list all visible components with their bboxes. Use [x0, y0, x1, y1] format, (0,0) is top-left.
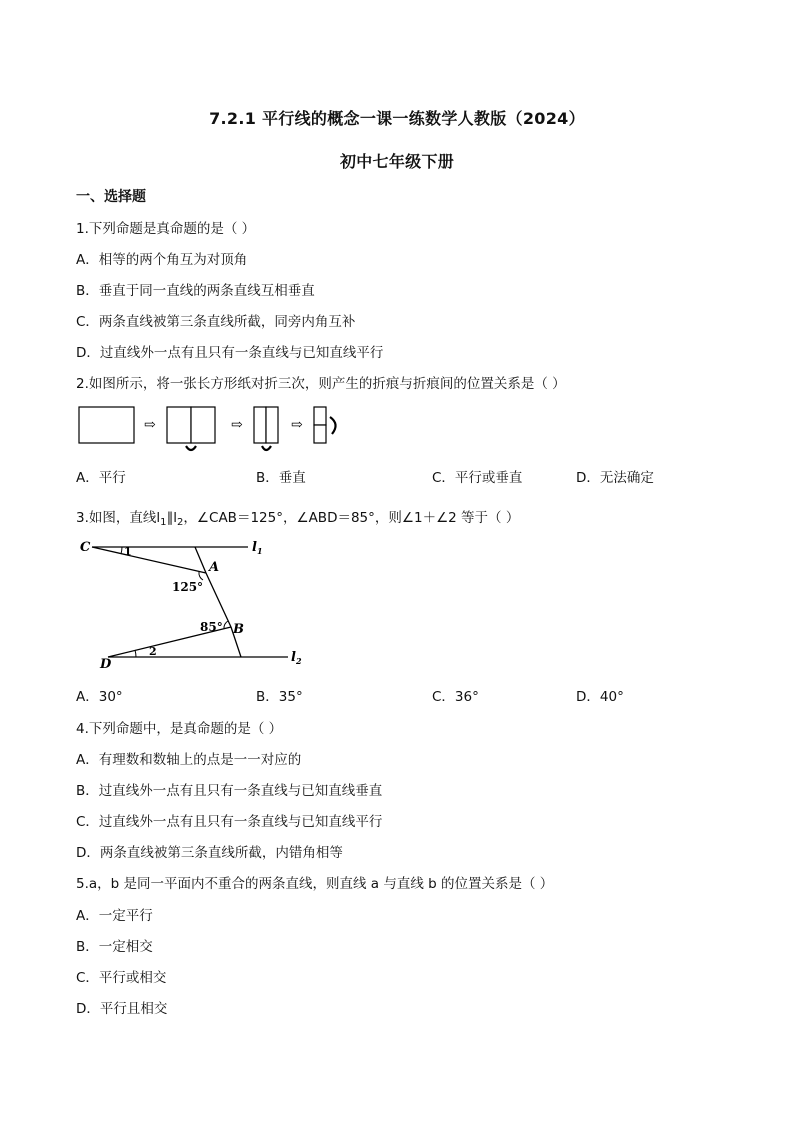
fold-arrow-3: ⇨: [291, 417, 303, 433]
question-1-option-c: C．两条直线被第三条直线所截，同旁内角互补: [76, 314, 356, 330]
question-4-option-d: D．两条直线被第三条直线所截，内错角相等: [76, 845, 343, 861]
question-5-option-c: C．平行或相交: [76, 970, 167, 986]
folded-half-right: [191, 407, 215, 443]
line-l1-figure-label: $l_1$: [252, 540, 263, 556]
document-title: 7.2.1 平行线的概念一课一练数学人教版（2024）: [209, 109, 585, 128]
parallel-lines-diagram: [78, 534, 318, 674]
point-c-label: C: [80, 540, 91, 555]
line-l1-subscript: 1: [160, 517, 167, 528]
question-4-option-a: A．有理数和数轴上的点是一一对应的: [76, 752, 302, 768]
folded-quarter-left: [254, 407, 266, 443]
point-d-label: D: [100, 657, 112, 672]
paper-rectangle: [79, 407, 134, 443]
question-3-option-a: A．30°: [76, 689, 123, 705]
line-l2-label: l: [173, 510, 178, 526]
question-4-stem: 4.下列命题中，是真命题的是（ ）: [76, 721, 283, 737]
point-b-label: B: [233, 622, 244, 637]
fold-arrow-2: ⇨: [231, 417, 243, 433]
question-3-option-d: D．40°: [576, 689, 624, 705]
parallel-lines-figure: [78, 534, 318, 674]
fold-curl-1: [186, 446, 196, 450]
segment-ab: [206, 573, 231, 627]
question-3-stem-prefix: 3.如图，直线: [76, 510, 157, 526]
question-2-option-b: B．垂直: [256, 470, 306, 486]
point-a-label: A: [209, 560, 220, 575]
question-4-option-b: B．过直线外一点有且只有一条直线与已知直线垂直: [76, 783, 383, 799]
fold-curl-2: [262, 446, 271, 450]
question-2-option-c: C．平行或垂直: [432, 470, 523, 486]
angle-cab-arc: [199, 572, 203, 580]
angle-2-label: 2: [149, 645, 157, 658]
angle-1-arc: [121, 547, 122, 554]
line-l2-figure-label: $l_2$: [291, 650, 302, 666]
paper-folding-diagram: [78, 402, 358, 458]
question-3-option-c: C．36°: [432, 689, 479, 705]
question-2-option-a: A．平行: [76, 470, 126, 486]
angle-85-label: 85°: [200, 620, 223, 634]
folded-half-left: [167, 407, 191, 443]
fold-arrow-1: ⇨: [144, 417, 156, 433]
question-3-option-b: B．35°: [256, 689, 303, 705]
question-1-option-a: A．相等的两个角互为对顶角: [76, 252, 248, 268]
folded-eighth-bottom: [314, 425, 326, 443]
question-3-stem: [76, 506, 519, 528]
question-5-option-d: D．平行且相交: [76, 1001, 168, 1017]
question-4-option-c: C．过直线外一点有且只有一条直线与已知直线平行: [76, 814, 383, 830]
segment-ca: [92, 547, 206, 573]
fold-curl-3: [330, 417, 336, 434]
question-5-option-b: B．一定相交: [76, 939, 153, 955]
line-l2-subscript: 2: [177, 517, 184, 528]
angle-125-label: 125°: [172, 580, 204, 594]
parallel-symbol: ∥: [166, 510, 174, 526]
transversal-top: [195, 547, 206, 573]
question-5-stem: 5.a，b 是同一平面内不重合的两条直线，则直线 a 与直线 b 的位置关系是（ ）: [76, 876, 554, 892]
question-3-stem-suffix: ，∠CAB＝125°，∠ABD＝85°，则∠1＋∠2 等于（ ）: [183, 510, 520, 526]
angle-1-label: 1: [124, 545, 132, 558]
question-2-option-d: D．无法确定: [576, 470, 654, 486]
folded-eighth-top: [314, 407, 326, 425]
section-heading: 一、选择题: [76, 189, 146, 205]
folded-quarter-right: [266, 407, 278, 443]
document-subtitle: 初中七年级下册: [339, 152, 455, 171]
question-1-stem: 1.下列命题是真命题的是（ ）: [76, 221, 256, 237]
question-5-option-a: A．一定平行: [76, 908, 153, 924]
question-2-stem: 2.如图所示，将一张长方形纸对折三次，则产生的折痕与折痕间的位置关系是（ ）: [76, 376, 566, 392]
question-1-option-d: D．过直线外一点有且只有一条直线与已知直线平行: [76, 345, 384, 361]
line-l1-label: l: [156, 510, 161, 526]
paper-folding-figure: [78, 402, 358, 458]
angle-2-arc: [135, 650, 136, 657]
question-1-option-b: B．垂直于同一直线的两条直线互相垂直: [76, 283, 315, 299]
